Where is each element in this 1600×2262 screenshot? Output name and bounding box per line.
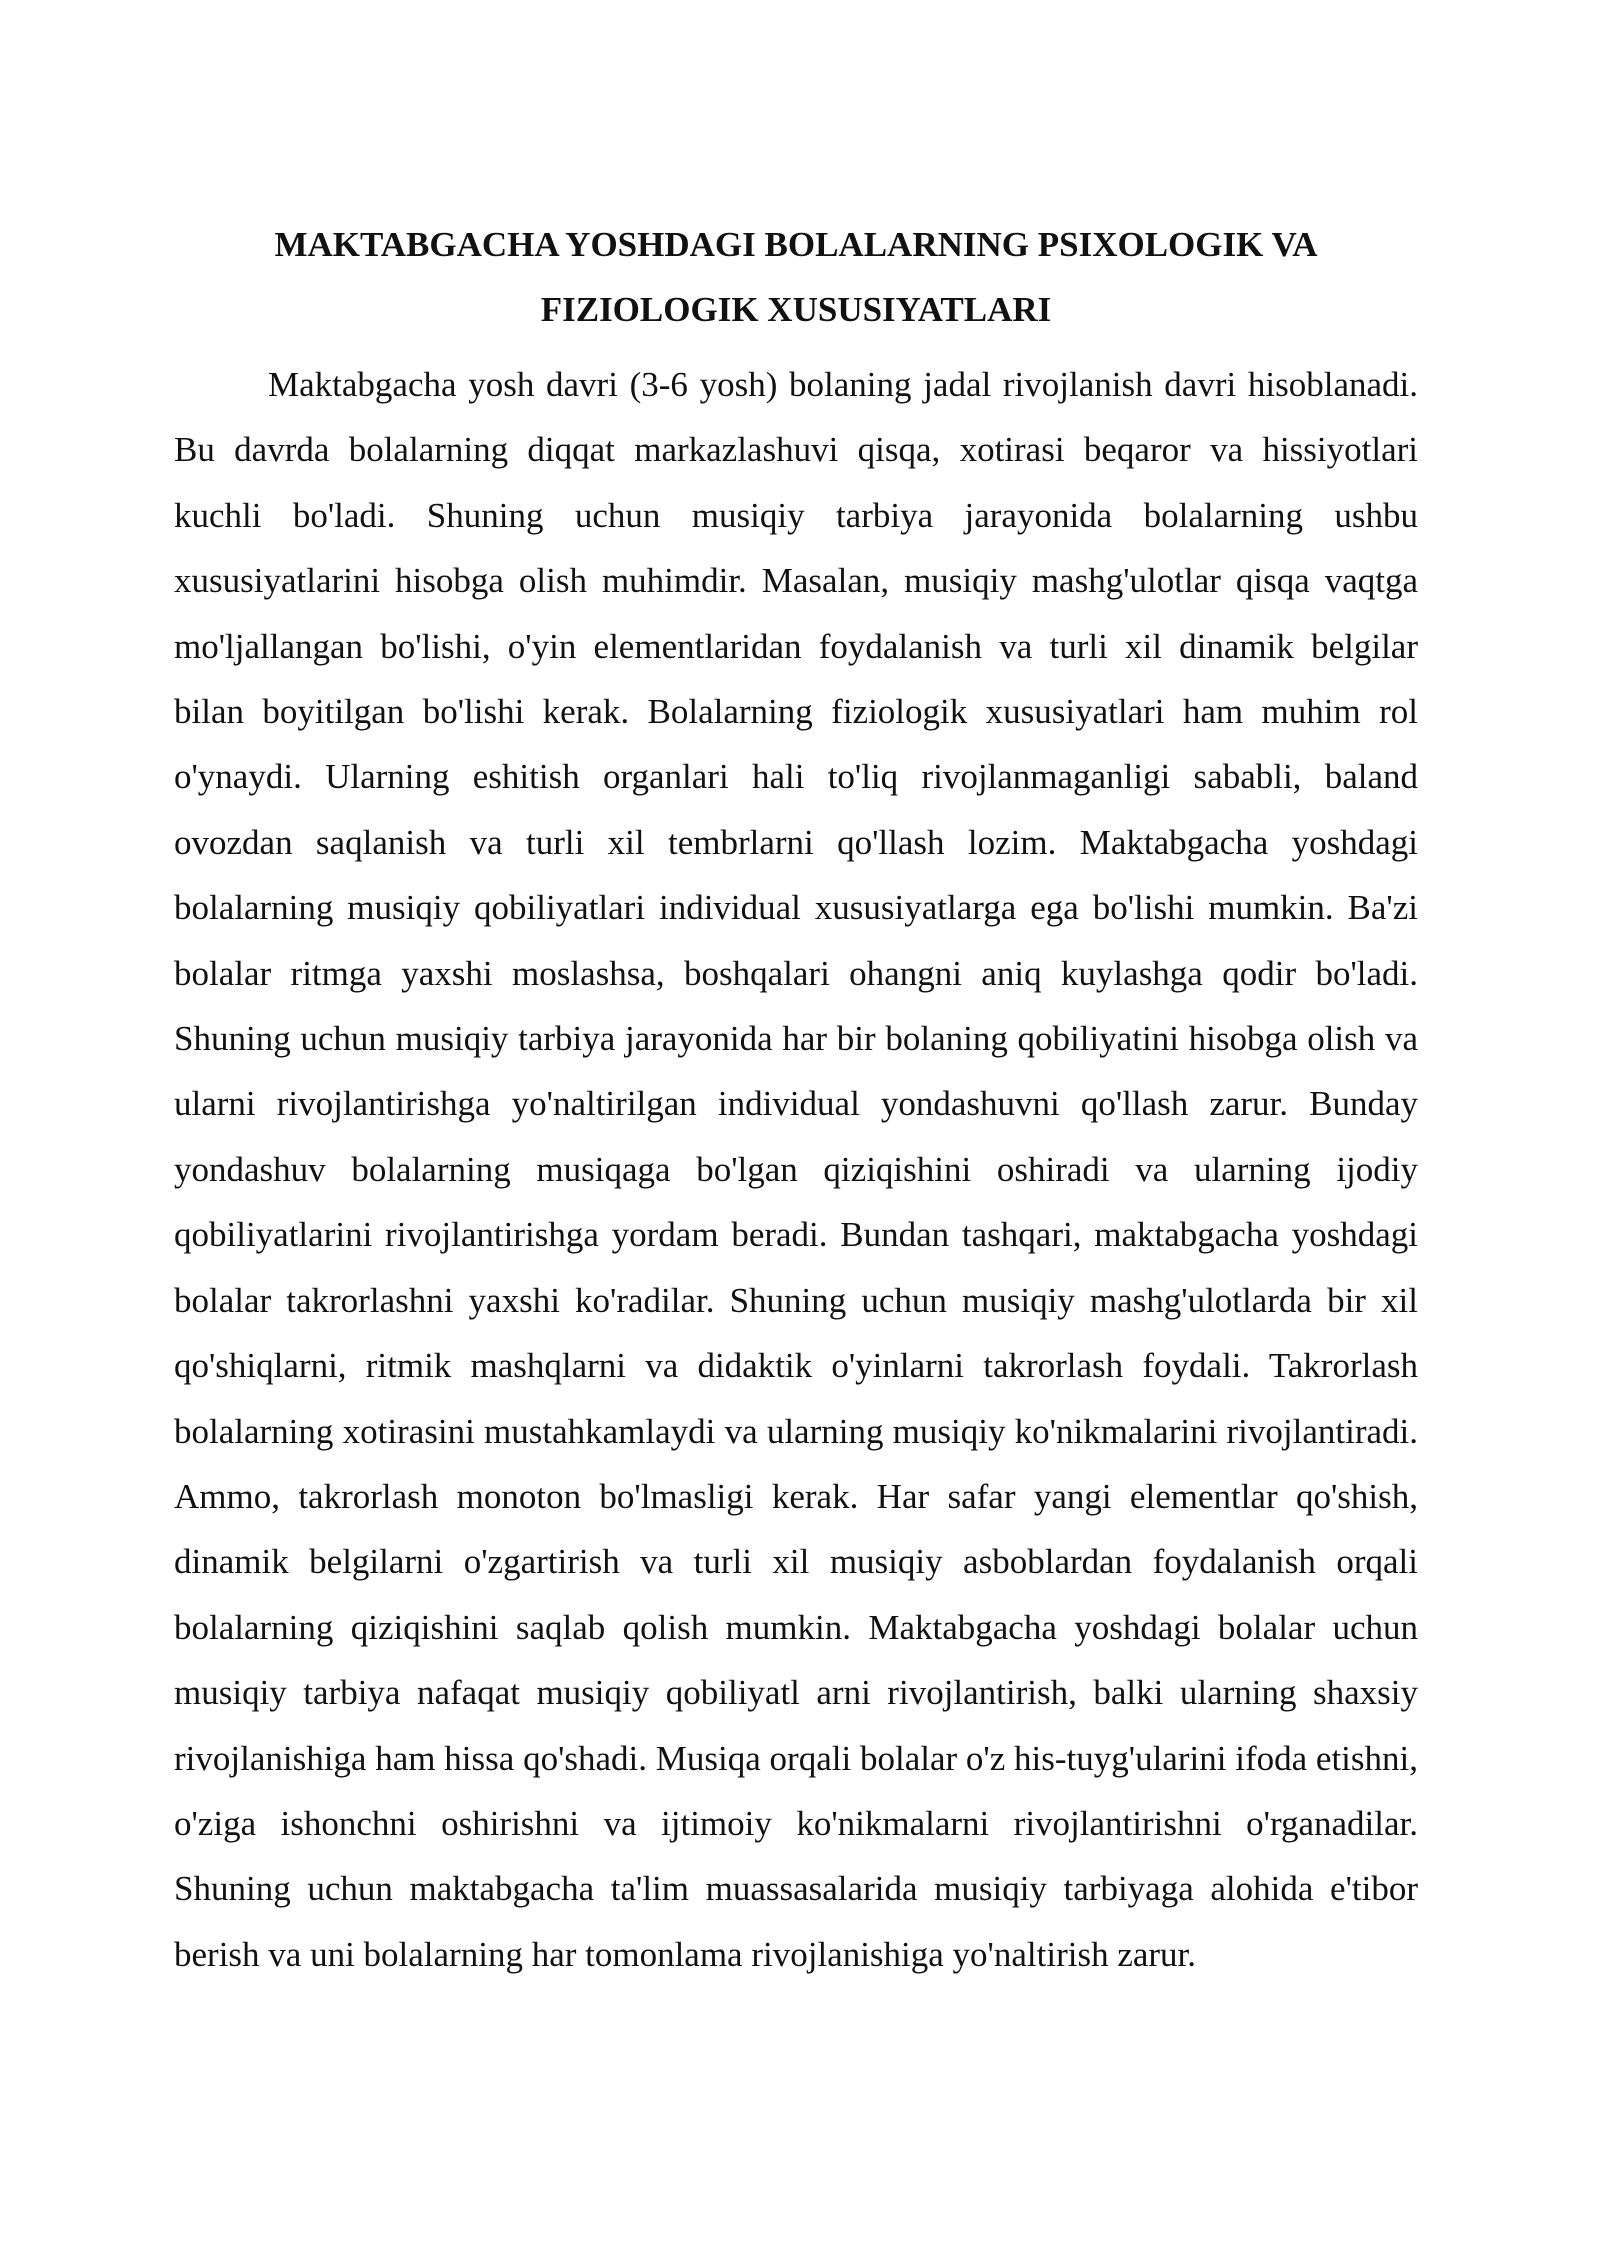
document-content — [174, 212, 1418, 1987]
title-line-2: FIZIOLOGIK XUSUSIYATLARI — [540, 290, 1052, 329]
body-paragraph: Maktabgacha yosh davri (3-6 yosh) bolaning jadal rivojlanish davri hisoblanadi. Bu davrda bolalarning diqqat markazlashuvi qisqa, xotirasi beqaror va hissiyotlari kuchli bo'ladi. Shuning uchun musiqiy tarbiya jarayonida bolalarning ushbu xususiyatlarini hisobga olish muhimdir. Masalan, musiqiy mashg'ulotlar qisqa vaqtga mo'ljallangan bo'lishi, o'yin elementlaridan foydalanish va turli xil dinamik belgilar bilan boyitilgan bo'lishi kerak. Bolalarning fiziologik xususiyatlari ham muhim rol o'ynaydi. Ularning eshitish organlari hali to'liq rivojlanmaganligi sababli, baland ovozdan saqlanish va turli xil tembrlarni qo'llash lozim. Maktabgacha yoshdagi bolalarning musiqiy qobiliyatlari individual xususiyatlarga ega bo'lishi mumkin. Ba'zi bolalar ritmga yaxshi moslashsa, boshqalari ohangni aniq kuylashga qodir bo'ladi. Shuning uchun musiqiy tarbiya jarayonida har bir bolaning qobiliyatini hisobga olish va ularni rivojlantirishga yo'naltirilgan individual yondashuvni qo'llash zarur. Bunday yondashuv bolalarning musiqaga bo'lgan qiziqishini oshiradi va ularning ijodiy qobiliyatlarini rivojlantirishga yordam beradi. Bundan tashqari, maktabgacha yoshdagi bolalar takrorlashni yaxshi ko'radilar. Shuning uchun musiqiy mashg'ulotlarda bir xil qo'shiqlarni, ritmik mashqlarni va didaktik o'yinlarni takrorlash foydali. Takrorlash bolalarning xotirasini mustahkamlaydi va ularning musiqiy ko'nikmalarini rivojlantiradi. Ammo, takrorlash monoton bo'lmasligi kerak. Har safar yangi elementlar qo'shish, dinamik belgilarni o'zgartirish va turli xil musiqiy asboblardan foydalanish orqali bolalarning qiziqishini saqlab qolish mumkin. Maktabgacha yoshdagi bolalar uchun musiqiy tarbiya nafaqat musiqiy qobiliyatl arni rivojlantirish, balki ularning shaxsiy rivojlanishiga ham hissa qo'shadi. Musiqa orqali bolalar o'z his-tuyg'ularini ifoda etishni, o'ziga ishonchni oshirishni va ijtimoiy ko'nikmalarni rivojlantirishni o'rganadilar. Shuning uchun maktabgacha ta'lim muassasalarida musiqiy tarbiyaga alohida e'tibor berish va uni bolalarning har tomonlama rivojlanishiga yo'naltirish zarur. — [174, 365, 1418, 1974]
document-title — [174, 212, 1418, 342]
title-line-1: MAKTABGACHA YOSHDAGI BOLALARNING PSIXOLOGIK VA — [274, 225, 1318, 264]
